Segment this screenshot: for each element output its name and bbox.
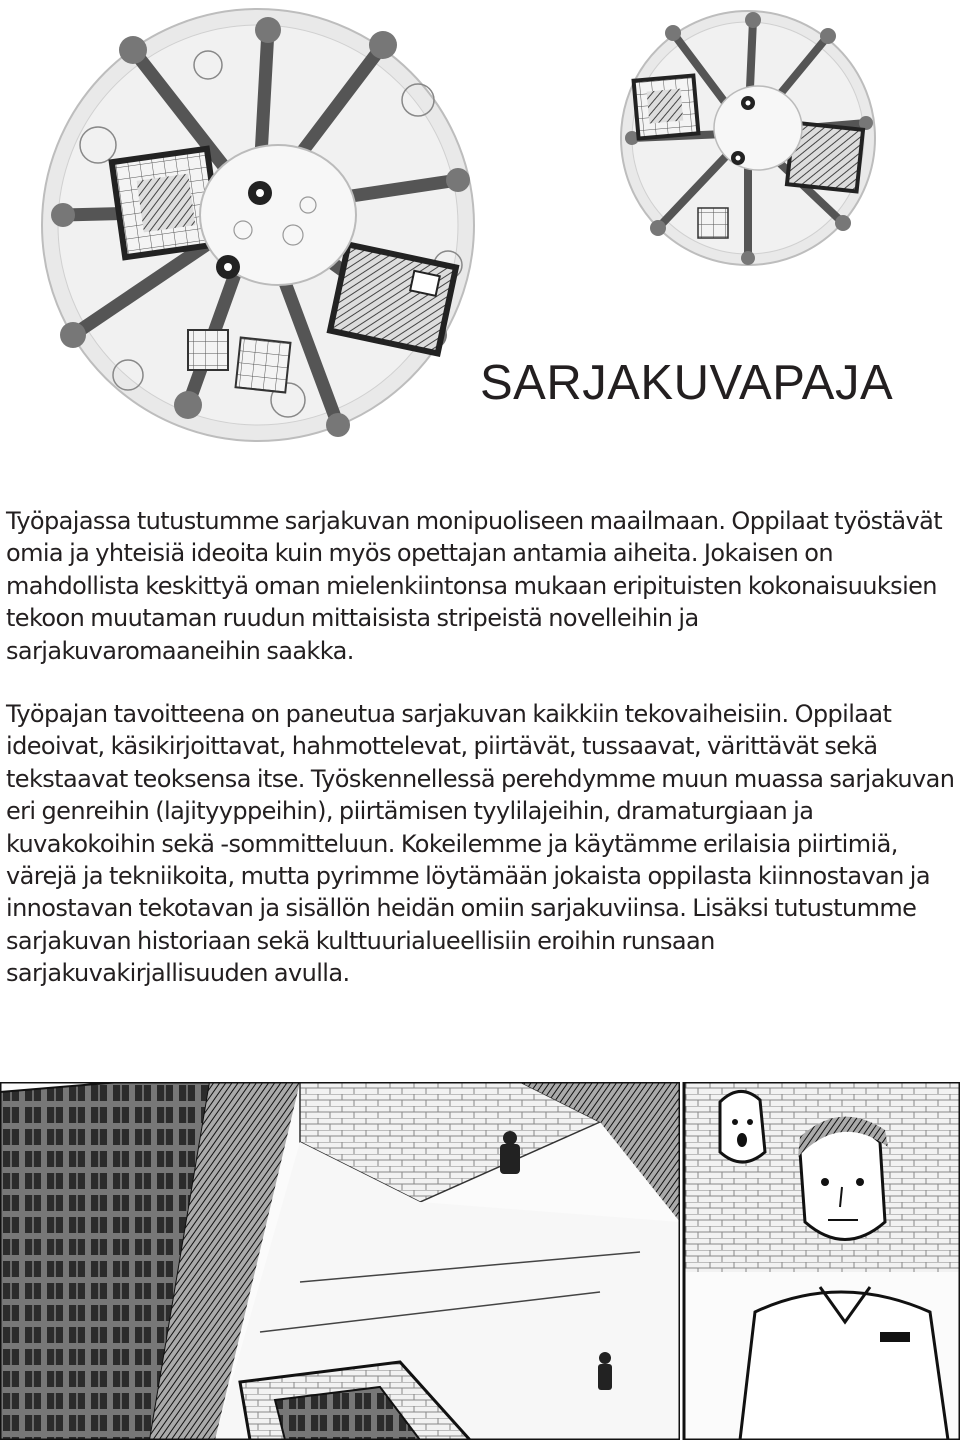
intro-paragraph: Työpajassa tutustumme sarjakuvan monipuoliseen maailmaan. Oppilaat työstävät omia ja yhteisiä ideoita kuin myös opettajan antamia aiheita. Jokaisen on mahdollista keskittyä oman mielenkiintonsa mukaan eripituisten kokonaisuuksien tekoon muutaman ruudun mittaisista stripeistä novelleihin ja sarjakuvaromaaneihin saakka.: [6, 507, 943, 665]
page-title: SARJAKUVAPAJA: [480, 356, 894, 410]
comic-panel-street-image: [0, 1082, 680, 1440]
decorated-plate-small-image: [618, 8, 878, 268]
decorated-plate-large-image: [38, 5, 478, 445]
comic-panel-character-image: [680, 1082, 960, 1440]
goals-paragraph: Työpajan tavoitteena on paneutua sarjakuvan kaikkiin tekovaiheisiin. Oppilaat ideoivat, käsikirjoittavat, hahmottelevat, piirtävät, tussaavat, värittävät sekä tekstaavat teoksensa itse. Työskennellessä perehdymme muun muassa sarjakuvan eri genreihin (lajityyppeihin), piirtämisen tyylilajeihin, dramaturgiaan ja kuvakokoihin sekä -sommitteluun. Kokeilemme ja käytämme erilaisia piirtimiä, värejä ja tekniikoita, mutta pyrimme löytämään jokaista oppilasta kiinnostavan ja innostavan tekotavan ja sisällön heidän omiin sarjakuviinsa. Lisäksi tutustumme sarjakuvan historiaan sekä kulttuurialueellisiin eroihin runsaan sarjakuvakirjallisuuden avulla.: [6, 700, 955, 988]
